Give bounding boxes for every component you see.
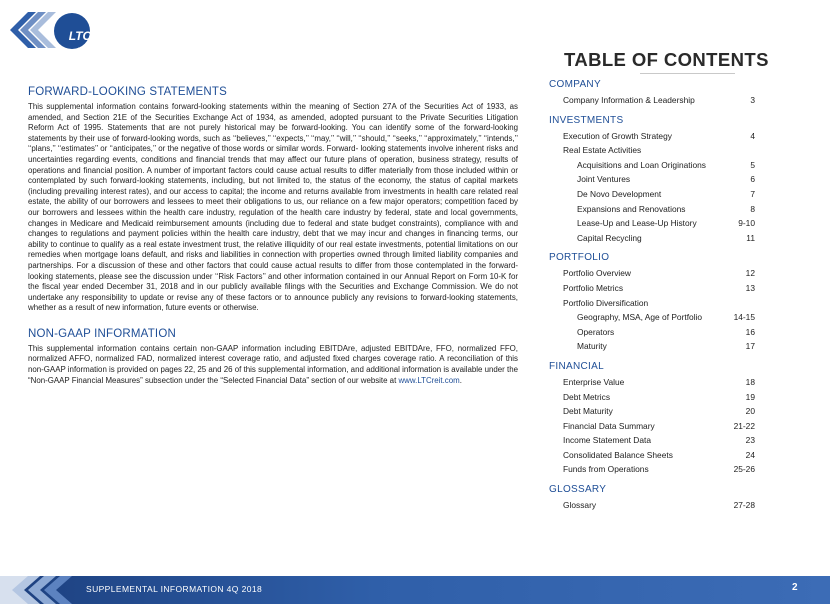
toc-entry[interactable] bbox=[549, 129, 755, 144]
toc-entry-label: Execution of Growth Strategy bbox=[563, 130, 672, 141]
toc-entry-label: Funds from Operations bbox=[563, 464, 649, 475]
toc-entry-page: 12 bbox=[745, 268, 755, 279]
toc-entry-page: 21-22 bbox=[733, 420, 755, 431]
toc-entry-page: 13 bbox=[745, 282, 755, 293]
toc-entry-page: 14-15 bbox=[733, 312, 755, 323]
toc-entry-label: Glossary bbox=[563, 500, 597, 511]
toc-entry[interactable] bbox=[549, 419, 755, 434]
toc-entry[interactable] bbox=[549, 143, 755, 158]
toc-entry-page: 3 bbox=[750, 95, 755, 105]
toc-entry-label: Capital Recycling bbox=[577, 232, 642, 243]
toc-entry-page bbox=[725, 143, 755, 158]
toc-section-company bbox=[549, 79, 755, 108]
page-number: 2 bbox=[792, 582, 798, 593]
toc-title-rule bbox=[640, 73, 735, 74]
logo-subtext: REIT bbox=[78, 46, 88, 51]
toc-entry-page: 18 bbox=[745, 376, 755, 387]
toc-entry[interactable] bbox=[549, 231, 755, 246]
toc-section-glossary bbox=[549, 484, 755, 513]
toc-entry-label: De Novo Development bbox=[577, 188, 662, 199]
forward-looking-text: This supplemental information contains forward-looking statements within the meaning of Section 27A of the Securities Act of 1933, as amended, and Section 21E of the Securities Exchange Act of 1934, as amended, adopted pursuant to the Private Securities Litigation Reform Act of 1995. Statements that are not purely historical may be forward-looking. You can identify some of the forward-looking statements by their use of forward-looking words, such as ‘‘believes,’’ ‘‘expects,’’ ‘‘may,’’ ‘‘will,’’ ‘‘should,’’ ‘‘seeks,’’ ‘‘approximately,’’ ‘‘intends,’’ ‘‘plans,’’ ‘‘estimates’’ or ‘‘anticipates,’’ or the negative of those words or similar words. Forward- looking statements involve inherent risks and uncertainties regarding events, conditions and financial trends that may affect our future plans of operation, business strategy, results of operations and financial position. A number of important factors could cause actual results to differ materially from those included within or contemplated by such forward-looking statements, including, but not limited to, the status of the economy, the status of capital markets (including prevailing interest rates), and our access to capital; the income and returns available from investments in health care related real estate, the ability of our borrowers and lessees to meet their obligations to us, our reliance on a few major operators; competition faced by our borrowers and lessees within the health care industry, regulation of the health care industry by federal, state and local governments, changes in Medicare and Medicaid reimbursement amounts (including due to federal and state budget constraints), compliance with and changes to regulations and payment policies within the health care industry, debt that we may incur and changes in financing terms, our ability to continue to qualify as a real estate investment trust, the relative illiquidity of our real estate investments, potential limitations on our remedies when mortgage loans default, and risks and liabilities in connection with properties owned through limited liability companies and partnerships. For a discussion of these and other factors that could cause actual results to differ from those contemplated in the forward-looking statements, please see the discussion under ‘‘Risk Factors’’ and other information contained in our Annual Report on Form 10-K for the fiscal year ended December 31, 2018 and in our publicly available filings with the Securities and Exchange Commission. We do not undertake any responsibility to update or revise any of these factors or to announce publicly any revisions to forward-looking statements, whether as a result of new information, future events or otherwise. bbox=[28, 102, 518, 313]
logo-text: LTC bbox=[68, 29, 92, 43]
toc-entry-page: 6 bbox=[750, 174, 755, 185]
ltc-logo bbox=[10, 10, 90, 50]
left-column bbox=[28, 86, 518, 386]
toc-section-title: FINANCIAL bbox=[549, 360, 604, 372]
toc-entry[interactable] bbox=[549, 266, 755, 281]
toc-entry-page: 27-28 bbox=[733, 500, 755, 511]
toc-entry-page: 7 bbox=[750, 188, 755, 199]
toc-entry-page: 19 bbox=[745, 391, 755, 402]
toc-entry-page: 25-26 bbox=[733, 464, 755, 475]
toc-entry-page: 11 bbox=[746, 232, 755, 243]
toc-entry[interactable] bbox=[549, 93, 755, 108]
toc-entry-page: 16 bbox=[745, 326, 755, 337]
toc-section-title: PORTFOLIO bbox=[549, 252, 610, 264]
toc-entry-label: Portfolio Diversification bbox=[563, 297, 649, 308]
toc-entry-label: Income Statement Data bbox=[563, 435, 651, 446]
toc-entry[interactable] bbox=[549, 187, 755, 202]
non-gaap-text bbox=[28, 344, 518, 386]
toc-section-investments bbox=[549, 115, 755, 246]
toc-entry-page: 23 bbox=[745, 435, 755, 446]
toc-section-title: COMPANY bbox=[549, 79, 601, 90]
toc-section-portfolio bbox=[549, 252, 755, 354]
website-link[interactable]: www.LTCreit.com bbox=[398, 375, 460, 385]
toc-entry-label: Geography, MSA, Age of Portfolio bbox=[577, 312, 703, 323]
forward-looking-title: FORWARD-LOOKING STATEMENTS bbox=[28, 86, 228, 98]
toc-entry[interactable] bbox=[549, 462, 755, 477]
toc-entry-label: Acquisitions and Loan Originations bbox=[577, 159, 706, 170]
toc-entry[interactable] bbox=[549, 448, 755, 463]
toc-entry-label: Debt Maturity bbox=[563, 406, 613, 417]
toc-entry[interactable] bbox=[549, 158, 755, 173]
toc-entry-page: 20 bbox=[745, 406, 755, 417]
toc-entry-label: Expansions and Renovations bbox=[577, 203, 686, 214]
toc-entry[interactable] bbox=[549, 216, 755, 231]
toc-section-financial bbox=[549, 361, 755, 477]
toc-entry-page: 24 bbox=[745, 449, 755, 460]
toc-entry[interactable] bbox=[549, 390, 755, 405]
non-gaap-title: NON-GAAP INFORMATION bbox=[28, 327, 176, 340]
toc-entry[interactable] bbox=[549, 375, 755, 390]
toc-entry-label: Financial Data Summary bbox=[563, 420, 655, 431]
non-gaap-tail: . bbox=[459, 375, 462, 385]
toc-section-title: INVESTMENTS bbox=[549, 114, 624, 126]
toc-entry[interactable] bbox=[549, 296, 755, 311]
toc-entry-label: Joint Ventures bbox=[577, 174, 631, 185]
toc-entry-label: Portfolio Overview bbox=[563, 268, 631, 279]
toc-entry[interactable] bbox=[549, 339, 755, 354]
toc-entry-label: Lease-Up and Lease-Up History bbox=[577, 218, 697, 229]
toc-entry[interactable] bbox=[549, 433, 755, 448]
toc-entry-page: 8 bbox=[750, 203, 755, 214]
toc-entry-page: 9-10 bbox=[738, 218, 755, 229]
footer-text: SUPPLEMENTAL INFORMATION 4Q 2018 bbox=[86, 584, 263, 594]
toc-entry[interactable] bbox=[549, 498, 755, 513]
toc-entry[interactable] bbox=[549, 310, 755, 325]
footer bbox=[0, 568, 830, 604]
toc-entry[interactable] bbox=[549, 281, 755, 296]
toc-entry-page: 17 bbox=[745, 341, 755, 352]
toc-entry-page: 4 bbox=[750, 130, 755, 141]
non-gaap-body: This supplemental information contains certain non-GAAP information including EBITDAre, adjusted EBITDAre, FFO, normalized FFO, normalized AFFO, normalized FAD, normalized interest coverage ratio, and adjusted fixed charges coverage ratio. A reconciliation of this non-GAAP information is provided on pages 22, 25 and 26 of this supplemental information, and additional information is available under the “Non-GAAP Financial Measures” subsection under the “Selected Financial Data” section of our website at bbox=[28, 343, 518, 385]
toc-entry-label: Operators bbox=[577, 326, 615, 337]
toc-entry-page bbox=[725, 296, 755, 311]
table-of-contents bbox=[549, 79, 755, 520]
toc-entry-label: Consolidated Balance Sheets bbox=[563, 449, 673, 460]
toc-entry-label: Real Estate Activities bbox=[563, 145, 642, 156]
toc-entry-label: Portfolio Metrics bbox=[563, 282, 624, 293]
toc-entry-label: Company Information & Leadership bbox=[563, 95, 695, 105]
toc-title: TABLE OF CONTENTS bbox=[564, 49, 769, 70]
toc-entry-label: Debt Metrics bbox=[563, 391, 611, 402]
toc-entry[interactable] bbox=[549, 202, 755, 217]
toc-entry-label: Maturity bbox=[577, 341, 607, 352]
toc-entry-page: 5 bbox=[750, 159, 755, 170]
toc-entry[interactable] bbox=[549, 172, 755, 187]
toc-section-title: GLOSSARY bbox=[549, 484, 607, 496]
toc-entry[interactable] bbox=[549, 404, 755, 419]
toc-entry-label: Enterprise Value bbox=[563, 376, 625, 387]
toc-entry[interactable] bbox=[549, 325, 755, 340]
footer-chevron-icon bbox=[0, 568, 90, 604]
